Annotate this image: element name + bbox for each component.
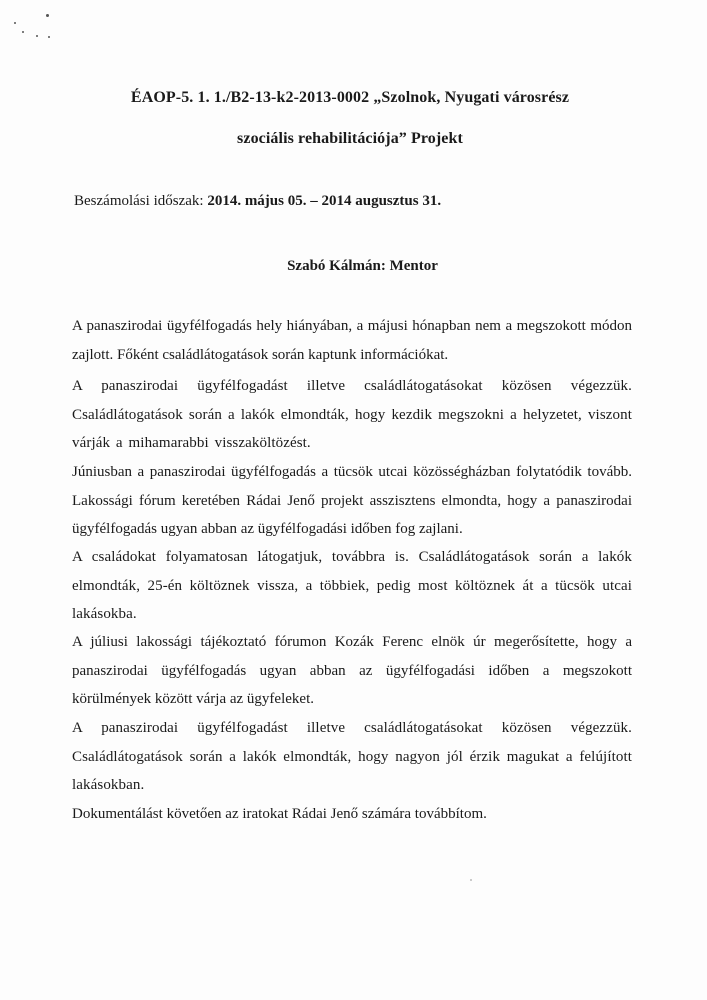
scan-speck: [22, 31, 24, 33]
document-title-line2: szociális rehabilitációja” Projekt: [237, 130, 463, 147]
reporting-period: [74, 193, 441, 210]
scan-speck: [14, 22, 16, 24]
paragraph: A családokat folyamatosan látogatjuk, továbbra is. Családlátogatások során a lakók elmondták, 25-én költöznek vissza, a többiek, pedig most költöznek át a tücsök utcai lakásokba.: [72, 549, 632, 622]
reporting-period-label: Beszámolási időszak:: [74, 193, 208, 209]
reporting-period-value: 2014. május 05. – 2014 augusztus 31.: [207, 193, 442, 209]
paragraph: A panaszirodai ügyfélfogadást illetve családlátogatásokat közösen végezzük. Családlátogatások során a lakók elmondták, hogy kezdik megszokni a helyzetet, viszont várják a mihamarabbi visszaköltözést.: [72, 378, 632, 451]
paragraph: Júniusban a panaszirodai ügyfélfogadás a tücsök utcai közösségházban folytatódik tovább. Lakossági fórum keretében Rádai Jenő projekt asszisztens elmondta, hogy a panaszirodai ügyfélfogadás ugyan abban az ügyfélfogadási időben fog zajlani.: [72, 464, 632, 537]
author-heading: Szabó Kálmán: Mentor: [287, 258, 438, 274]
scan-speck: [470, 879, 472, 881]
scan-speck: [46, 14, 49, 17]
paragraph: Dokumentálást követően az iratokat Rádai Jenő számára továbbítom.: [72, 806, 487, 822]
paragraph: A panaszirodai ügyfélfogadás hely hiányában, a májusi hónapban nem a megszokott módon zajlott. Főként családlátogatások során kaptunk információkat.: [72, 318, 632, 363]
scan-speck: [36, 35, 38, 37]
paragraph: A júliusi lakossági tájékoztató fórumon Kozák Ferenc elnök úr megerősítette, hogy a panaszirodai ügyfélfogadás ugyan abban az ügyfélfogadási időben a megszokott körülmények között várja az ügyfeleket.: [72, 634, 632, 707]
document-title-line1: ÉAOP-5. 1. 1./B2-13-k2-2013-0002 „Szolnok, Nyugati városrész: [130, 89, 570, 106]
paragraph: A panaszirodai ügyfélfogadást illetve családlátogatásokat közösen végezzük. Családlátogatások során a lakók elmondták, hogy nagyon jól érzik magukat a felújított lakásokban.: [72, 720, 632, 793]
scan-speck: [48, 36, 50, 38]
